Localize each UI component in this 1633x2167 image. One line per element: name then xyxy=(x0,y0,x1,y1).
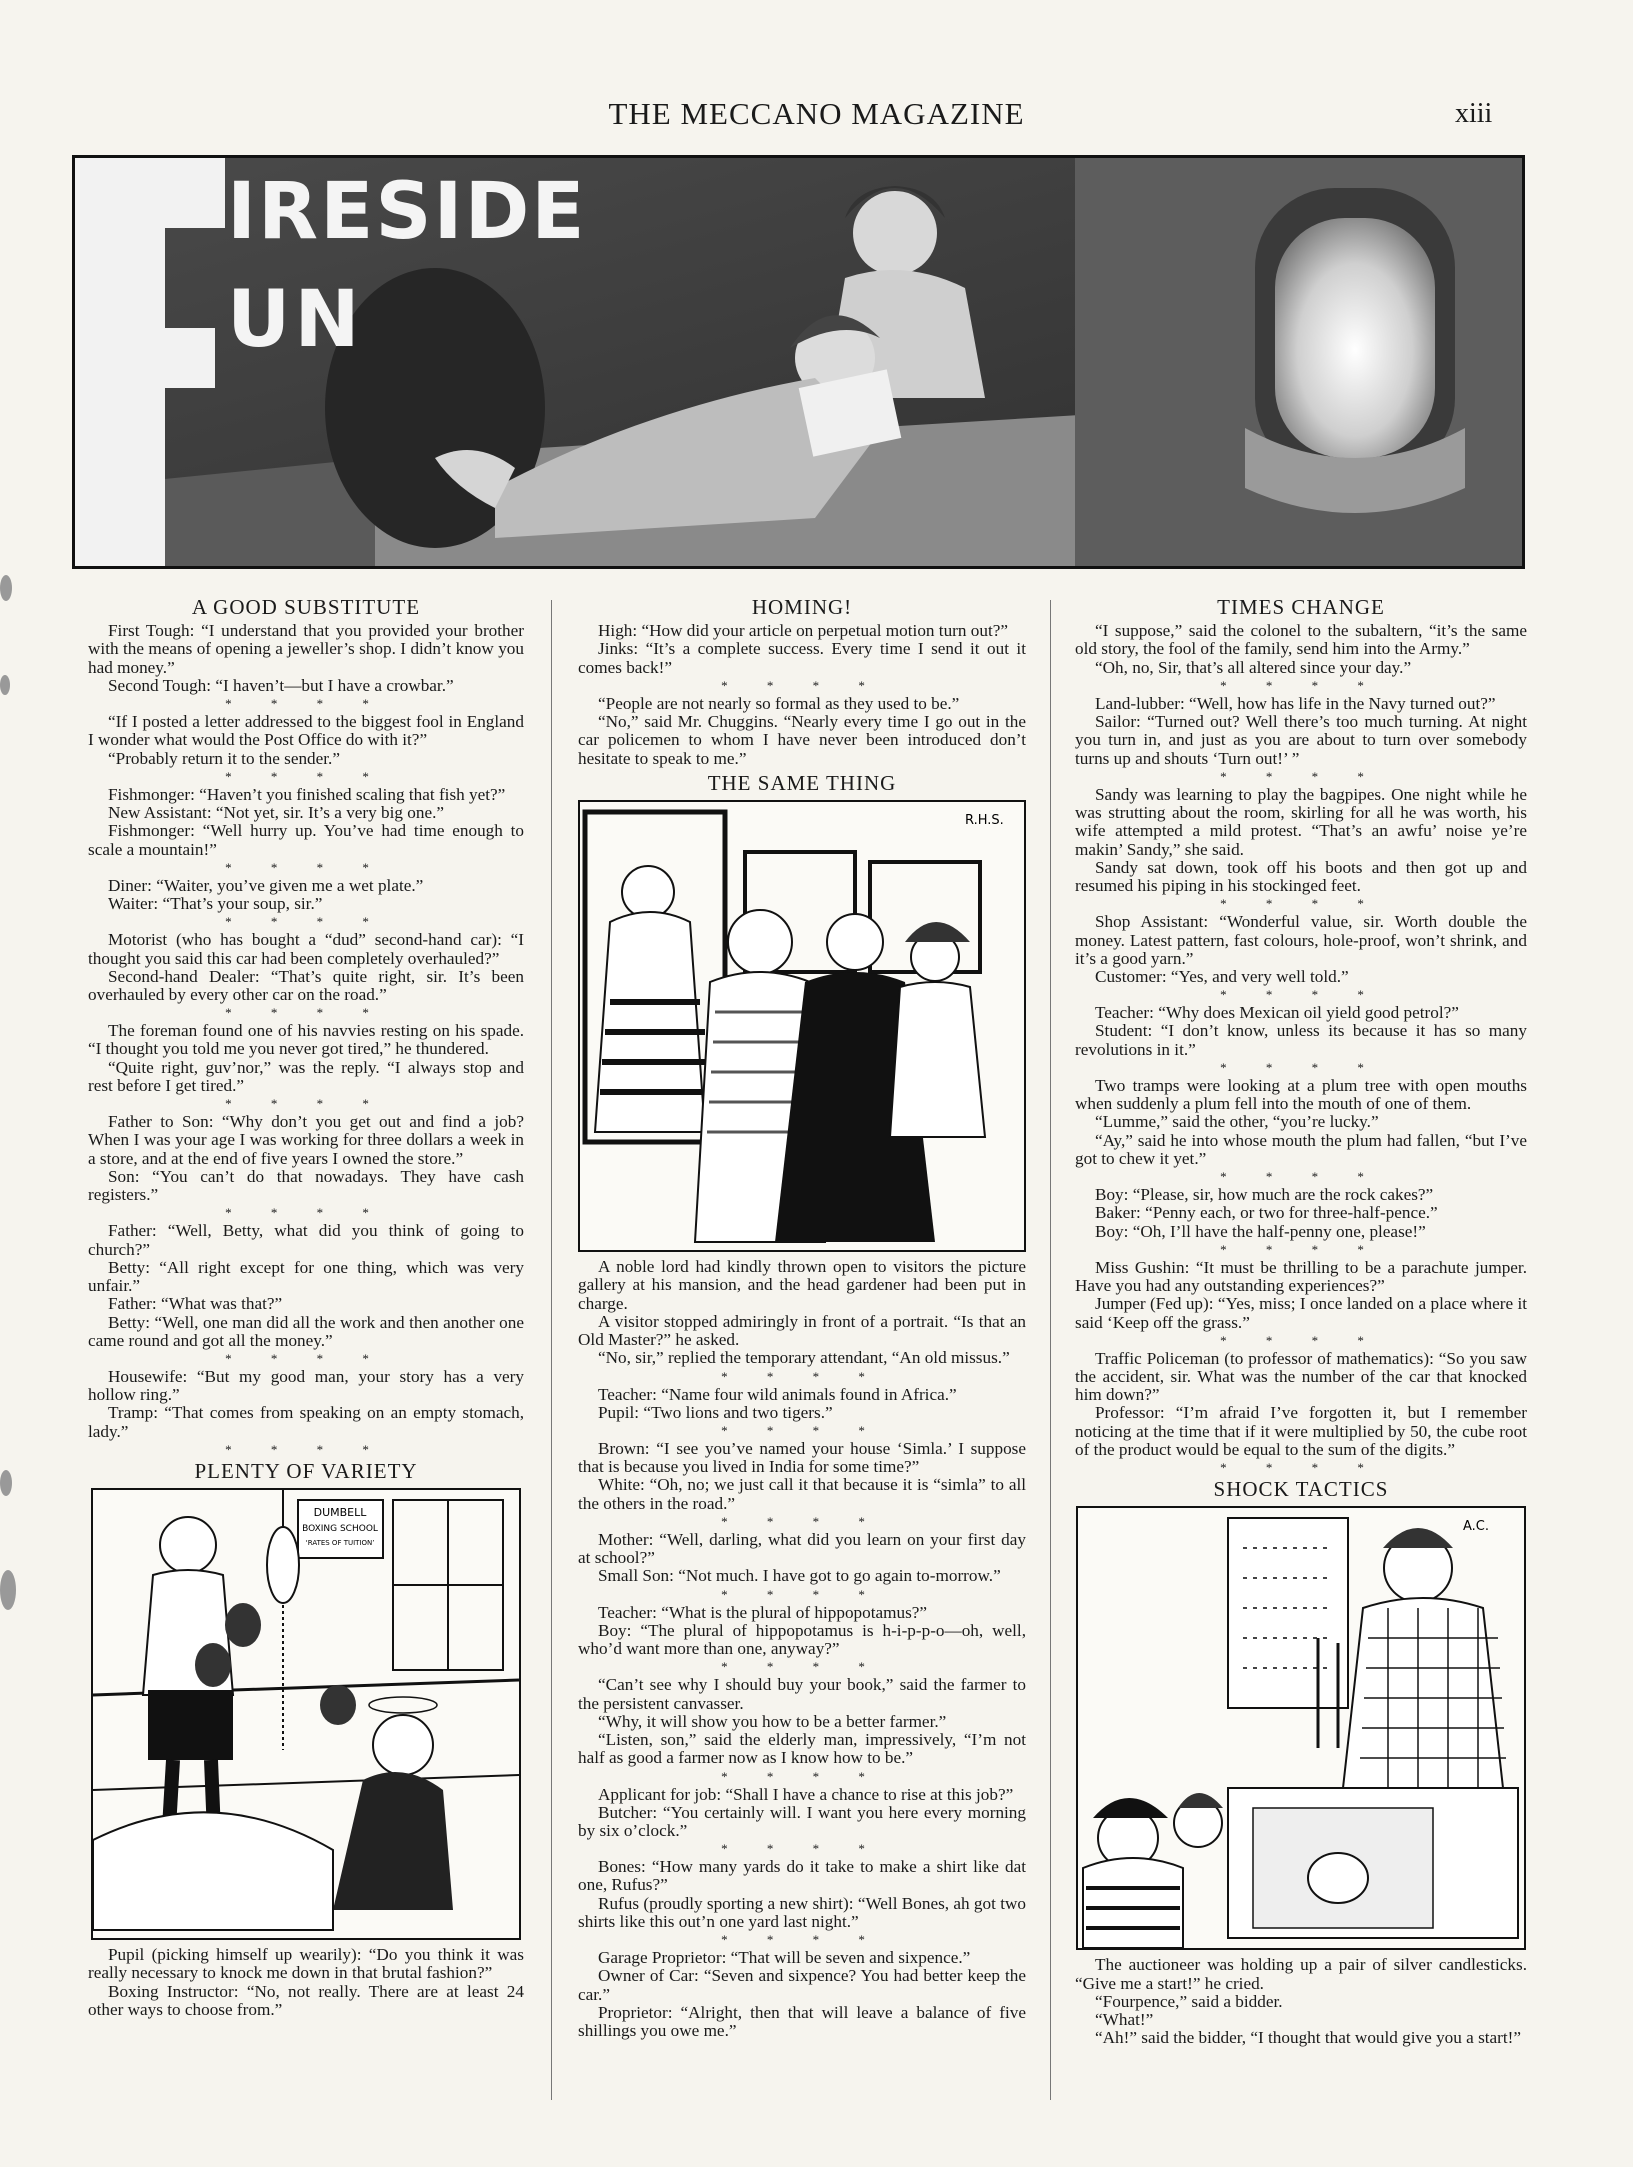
binding-hole-mark xyxy=(0,575,12,601)
joke-text: Owner of Car: “Seven and sixpence? You had better keep the car.” xyxy=(578,1966,1026,2004)
separator: * * * * xyxy=(1220,1169,1382,1185)
joke-text: Father: “What was that?” xyxy=(108,1294,283,1314)
joke-text: Small Son: “Not much. I have got to go again to-morrow.” xyxy=(598,1566,1001,1586)
joke-text: Professor: “I’m afraid I’ve forgotten it, but I remember noticing at the time that if it were multiplied by 50, the cube root of the product would be equal to the sum of the digits.” xyxy=(1075,1403,1527,1459)
separator: * * * * xyxy=(721,1841,883,1857)
joke-text: Sandy was learning to play the bagpipes. One night while he was strutting about the room, skirling for all he was worth, his wife attempted a mild protest. “That’s an awfu’ noise ye’re makin’ Sandy,” she said. xyxy=(1075,784,1527,859)
joke-text: First Tough: “I understand that you provided your brother with the means of opening a jeweller’s shop. I didn’t know you had money.” xyxy=(88,621,524,677)
joke-text: Boy: “The plural of hippopotamus is h-i-p-p-o—oh, well, who’d want more than one, anyway?” xyxy=(578,1620,1026,1659)
joke-text: Fishmonger: “Haven’t you finished scaling that fish yet?” xyxy=(108,784,506,804)
joke-text: Proprietor: “Alright, then that will leave a balance of five shillings you owe me.” xyxy=(578,2002,1026,2041)
sign-line-3: ‘RATES OF TUITION’ xyxy=(305,1539,375,1548)
joke-text: Pupil: “Two lions and two tigers.” xyxy=(598,1402,833,1422)
picture-gallery-cartoon xyxy=(578,800,1026,1252)
joke-text: “Ah!” said the bidder, “I thought that would give you a start!” xyxy=(1095,2028,1522,2048)
column-2 xyxy=(578,592,1026,2040)
joke-text: Mother: “Well, darling, what did you learn on your first day at school?” xyxy=(578,1529,1026,1568)
joke-text: New Assistant: “Not yet, sir. It’s a very big one.” xyxy=(108,803,445,823)
separator: * * * * xyxy=(721,1423,883,1439)
separator: * * * * xyxy=(1220,677,1382,693)
joke-text: Applicant for job: “Shall I have a chance to rise at this job?” xyxy=(598,1784,1014,1804)
heading-a-good-substitute: A GOOD SUBSTITUTE xyxy=(191,595,421,619)
separator: * * * * xyxy=(225,859,387,875)
joke-text: Sandy sat down, took off his boots and then got up and resumed his piping in his stockinged feet. xyxy=(1075,857,1527,896)
joke-text: “Can’t see why I should buy your book,” said the farmer to the persistent canvasser. xyxy=(578,1675,1026,1713)
column-rule-1 xyxy=(551,600,552,2100)
joke-text: Student: “I don’t know, unless its because it has so many revolutions in it.” xyxy=(1075,1021,1527,1059)
joke-text: Bones: “How many yards do it take to make a shirt like dat one, Rufus?” xyxy=(578,1857,1026,1895)
joke-text: Brown: “I see you’ve named your house ‘Simla.’ I suppose that is because you lived in India for some time?” xyxy=(578,1439,1026,1477)
separator: * * * * xyxy=(721,1368,883,1384)
joke-text: “Probably return it to the sender.” xyxy=(108,748,340,768)
joke-text: High: “How did your article on perpetual motion turn out?” xyxy=(598,621,1009,641)
separator: * * * * xyxy=(225,1096,387,1112)
joke-text: “Fourpence,” said a bidder. xyxy=(1095,1991,1283,2011)
separator: * * * * xyxy=(1220,1059,1382,1075)
separator: * * * * xyxy=(225,914,387,930)
joke-text: Fishmonger: “Well hurry up. You’ve had time enough to scale a mountain!” xyxy=(88,821,524,859)
joke-text: “What!” xyxy=(1095,2010,1154,2030)
joke-text: Tramp: “That comes from speaking on an empty stomach, lady.” xyxy=(88,1403,524,1441)
binding-hole-mark xyxy=(0,1570,16,1610)
joke-text: Pupil (picking himself up wearily): “Do you think it was really necessary to knock me down in that brutal fashion?” xyxy=(88,1945,524,1983)
boxing-cartoon xyxy=(91,1488,521,1940)
separator: * * * * xyxy=(225,768,387,784)
separator: * * * * xyxy=(721,1513,883,1529)
joke-text: Shop Assistant: “Wonderful value, sir. Worth double the money. Latest pattern, fast colours, hole-proof, won’t shrink, and it’s a good yarn.” xyxy=(1075,912,1527,968)
joke-text: Boy: “Please, sir, how much are the rock cakes?” xyxy=(1095,1185,1434,1205)
joke-text: Jinks: “It’s a complete success. Every time I send it out it comes back!” xyxy=(578,639,1026,677)
heading-homing: HOMING! xyxy=(751,595,853,619)
page-number: xiii xyxy=(1455,98,1493,129)
joke-text: “Oh, no, Sir, that’s all altered since your day.” xyxy=(1095,657,1412,677)
artist-signature: R.H.S. xyxy=(965,813,1004,829)
separator: * * * * xyxy=(1220,1460,1382,1476)
column-3 xyxy=(1075,592,1527,2048)
separator: * * * * xyxy=(1220,987,1382,1003)
separator: * * * * xyxy=(721,1932,883,1948)
separator: * * * * xyxy=(721,1659,883,1675)
joke-text: White: “Oh, no; we just call it that because it is “simla” to all the others in the road.” xyxy=(578,1475,1026,1513)
joke-text: Butcher: “You certainly will. I want you here every morning by six o’clock.” xyxy=(578,1802,1026,1840)
separator: * * * * xyxy=(225,1205,387,1221)
separator: * * * * xyxy=(225,696,387,712)
joke-text: Sailor: “Turned out? Well there’s too much turning. At night you turn in, and just as you are about to turn over somebody turns up and shouts ‘Turn out!’ ” xyxy=(1075,712,1527,768)
joke-text: Two tramps were looking at a plum tree with open mouths when suddenly a plum fell into the mouth of one of them. xyxy=(1075,1075,1527,1114)
joke-text: Diner: “Waiter, you’ve given me a wet plate.” xyxy=(108,875,424,895)
heading-plenty-of-variety: PLENTY OF VARIETY xyxy=(194,1458,418,1483)
joke-text: Customer: “Yes, and very well told.” xyxy=(1095,967,1349,986)
column-1 xyxy=(88,592,524,2019)
joke-text: “No, sir,” replied the temporary attendant, “An old missus.” xyxy=(598,1348,1010,1368)
heading-the-same-thing: THE SAME THING xyxy=(707,770,897,795)
joke-text: Teacher: “Why does Mexican oil yield good petrol?” xyxy=(1095,1003,1459,1023)
heading-times-change: TIMES CHANGE xyxy=(1217,595,1385,619)
joke-text: Rufus (proudly sporting a new shirt): “Well Bones, ah got two shirts like this out’n one yard last night.” xyxy=(578,1893,1026,1931)
joke-text: Betty: “All right except for one thing, which was very unfair.” xyxy=(88,1257,524,1296)
banner-title-line2: UN xyxy=(227,275,364,365)
joke-text: Teacher: “What is the plural of hippopotamus?” xyxy=(598,1602,928,1622)
separator: * * * * xyxy=(721,677,883,693)
banner-title-line1: IRESIDE xyxy=(227,167,587,257)
joke-text: Traffic Policeman (to professor of mathematics): “So you saw the accident, sir. What was the number of the car that knocked him down?” xyxy=(1075,1348,1527,1405)
joke-text: Housewife: “But my good man, your story has a very hollow ring.” xyxy=(88,1366,524,1405)
joke-text: Garage Proprietor: “That will be seven and sixpence.” xyxy=(598,1948,971,1968)
fireside-fun-banner xyxy=(72,155,1525,569)
joke-text: “Quite right, guv’nor,” was the reply. “I always stop and rest before I get tired.” xyxy=(88,1057,524,1095)
heading-shock-tactics: SHOCK TACTICS xyxy=(1213,1477,1389,1502)
joke-text: Boy: “Oh, I’ll have the half-penny one, please!” xyxy=(1095,1221,1426,1241)
joke-text: A visitor stopped admiringly in front of a portrait. “Is that an Old Master?” he asked. xyxy=(578,1311,1026,1350)
separator: * * * * xyxy=(1220,1332,1382,1348)
joke-text: Land-lubber: “Well, how has life in the Navy turned out?” xyxy=(1095,693,1496,713)
joke-text: “Listen, son,” said the elderly man, impressively, “I’m not half as good a farmer now as I know how to be.” xyxy=(578,1730,1026,1768)
joke-text: The foreman found one of his navvies resting on his spade. “I thought you told me you never got tired,” he thundered. xyxy=(88,1021,524,1059)
separator: * * * * xyxy=(721,1586,883,1602)
sign-line-1: DUMBELL xyxy=(313,1506,367,1520)
joke-text: Father to Son: “Why don’t you get out and find a job? When I was your age I was working for three dollars a week in a store, and at the end of five years I owned the store.” xyxy=(88,1112,524,1168)
joke-text: Betty: “Well, one man did all the work and then another one came round and got all the money.” xyxy=(88,1312,524,1350)
joke-text: Baker: “Penny each, or two for three-half-pence.” xyxy=(1095,1203,1438,1223)
joke-text: “Why, it will show you how to be a better farmer.” xyxy=(598,1711,947,1731)
separator: * * * * xyxy=(721,1768,883,1784)
binding-hole-mark xyxy=(0,675,10,695)
page-header-title: THE MECCANO MAGAZINE xyxy=(608,96,1025,131)
separator: * * * * xyxy=(225,1441,387,1457)
banner-illustration xyxy=(75,158,1522,566)
joke-text: Boxing Instructor: “No, not really. There are at least 24 other ways to choose from.” xyxy=(88,1981,524,2019)
separator: * * * * xyxy=(1220,1241,1382,1257)
joke-text: “People are not nearly so formal as they used to be.” xyxy=(598,693,960,713)
joke-text: Son: “You can’t do that nowadays. They have cash registers.” xyxy=(88,1166,524,1205)
joke-text: Jumper (Fed up): “Yes, miss; I once landed on a place where it said ‘Keep off the grass.” xyxy=(1075,1294,1527,1332)
joke-text: Second Tough: “I haven’t—but I have a crowbar.” xyxy=(108,675,454,695)
separator: * * * * xyxy=(1220,896,1382,912)
joke-text: Teacher: “Name four wild animals found in Africa.” xyxy=(598,1384,957,1404)
joke-text: Father: “Well, Betty, what did you think of going to church?” xyxy=(88,1221,524,1259)
joke-text: “Lumme,” said the other, “you’re lucky.” xyxy=(1095,1112,1379,1132)
joke-text: “No,” said Mr. Chuggins. “Nearly every time I go out in the car policemen to whom I have never been introduced don’t hesitate to speak to me.” xyxy=(578,712,1026,768)
auction-cartoon xyxy=(1076,1506,1526,1950)
sign-line-2: BOXING SCHOOL xyxy=(302,1524,378,1535)
artist-signature: A.C. xyxy=(1463,1519,1490,1535)
joke-text: Motorist (who has bought a “dud” second-hand car): “I thought you said this car had been completely overhauled?” xyxy=(88,930,524,968)
banner-big-letter: F xyxy=(120,488,121,489)
joke-text: “If I posted a letter addressed to the biggest fool in England I wonder what would the Post Office do with it?” xyxy=(88,712,524,750)
column-rule-2 xyxy=(1050,600,1051,2100)
separator: * * * * xyxy=(1220,768,1382,784)
separator: * * * * xyxy=(225,1350,387,1366)
joke-text: “I suppose,” said the colonel to the subaltern, “it’s the same old story, the fool of the family, send him into the Army.” xyxy=(1075,621,1527,659)
joke-text: A noble lord had kindly thrown open to visitors the picture gallery at his mansion, and the head gardener had been put in charge. xyxy=(578,1257,1026,1313)
binding-hole-mark xyxy=(0,1470,12,1496)
joke-text: Waiter: “That’s your soup, sir.” xyxy=(108,894,323,914)
joke-text: Miss Gushin: “It must be thrilling to be a parachute jumper. Have you had any outstanding experiences?” xyxy=(1075,1257,1527,1296)
joke-text: Second-hand Dealer: “That’s quite right, sir. It’s been overhauled by every other car on the road.” xyxy=(88,966,524,1004)
joke-text: The auctioneer was holding up a pair of silver candlesticks. “Give me a start!” he cried. xyxy=(1075,1955,1527,1993)
joke-text: “Ay,” said he into whose mouth the plum had fallen, “but I’ve got to chew it yet.” xyxy=(1075,1130,1527,1168)
separator: * * * * xyxy=(225,1005,387,1021)
